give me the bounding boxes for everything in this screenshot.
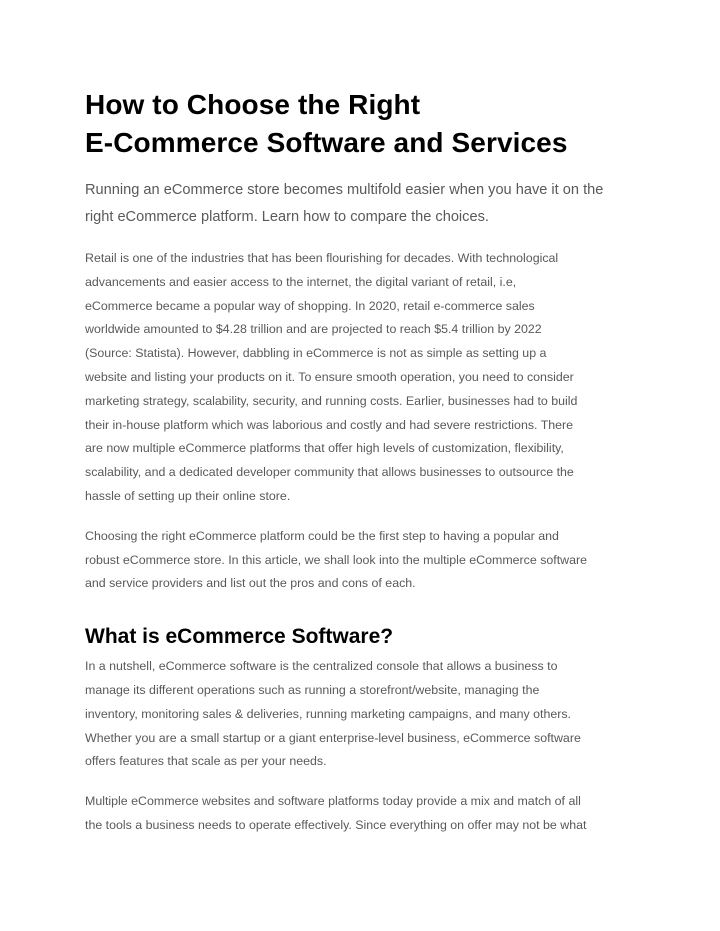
title-line: How to Choose the Right (85, 89, 421, 120)
intro-paragraph (85, 247, 645, 509)
paragraph-line: In a nutshell, eCommerce software is the centralized console that allows a business to (85, 659, 558, 674)
paragraph-line: advancements and easier access to the internet, the digital variant of retail, i.e, (85, 274, 517, 289)
paragraph-line: scalability, and a dedicated developer community that allows businesses to outsource the (85, 465, 574, 480)
paragraph-line: Retail is one of the industries that has been flourishing for decades. With technological (85, 251, 559, 265)
paragraph-line: and service providers and list out the pros and cons of each. (85, 576, 416, 591)
definition-paragraph (85, 655, 645, 774)
paragraph-line: the tools a business needs to operate effectively. Since everything on offer may not be what (85, 817, 587, 832)
paragraph-line: manage its different operations such as running a storefront/website, managing the (85, 682, 540, 697)
paragraph-line: website and listing your products on it. To ensure smooth operation, you need to consider (85, 369, 574, 384)
article-body (85, 86, 645, 838)
paragraph-line: worldwide amounted to $4.28 trillion and are projected to reach $5.4 trillion by 2022 (85, 322, 542, 337)
platforms-paragraph (85, 790, 645, 838)
paragraph-line: (Source: Statista). However, dabbling in eCommerce is not as simple as setting up a (85, 346, 547, 361)
paragraph-line: marketing strategy, scalability, security, and running costs. Earlier, businesses had to build (85, 393, 578, 408)
paragraph-line: inventory, monitoring sales & deliveries, running marketing campaigns, and many others. (85, 706, 571, 721)
title-line: E-Commerce Software and Services (85, 127, 568, 158)
paragraph-line: are now multiple eCommerce platforms that offer high levels of customization, flexibility, (85, 441, 564, 456)
choosing-paragraph (85, 525, 645, 596)
article-subtitle (85, 177, 645, 231)
page-title (85, 86, 645, 162)
paragraph-line: their in-house platform which was laborious and costly and had severe restrictions. There (85, 417, 574, 432)
paragraph-line: eCommerce became a popular way of shopping. In 2020, retail e-commerce sales (85, 298, 535, 313)
section-heading: What is eCommerce Software? (85, 625, 394, 649)
paragraph-line: robust eCommerce store. In this article, we shall look into the multiple eCommerce software (85, 552, 588, 567)
paragraph-line: offers features that scale as per your needs. (85, 754, 327, 769)
paragraph-line: hassle of setting up their online store. (85, 488, 291, 503)
paragraph-line: Whether you are a small startup or a giant enterprise-level business, eCommerce software (85, 730, 581, 745)
subtitle-line: right eCommerce platform. Learn how to compare the choices. (85, 209, 489, 225)
paragraph-line: Choosing the right eCommerce platform could be the first step to having a popular and (85, 528, 559, 543)
subtitle-line: Running an eCommerce store becomes multifold easier when you have it on the (85, 182, 604, 198)
paragraph-line: Multiple eCommerce websites and software platforms today provide a mix and match of all (85, 794, 581, 809)
